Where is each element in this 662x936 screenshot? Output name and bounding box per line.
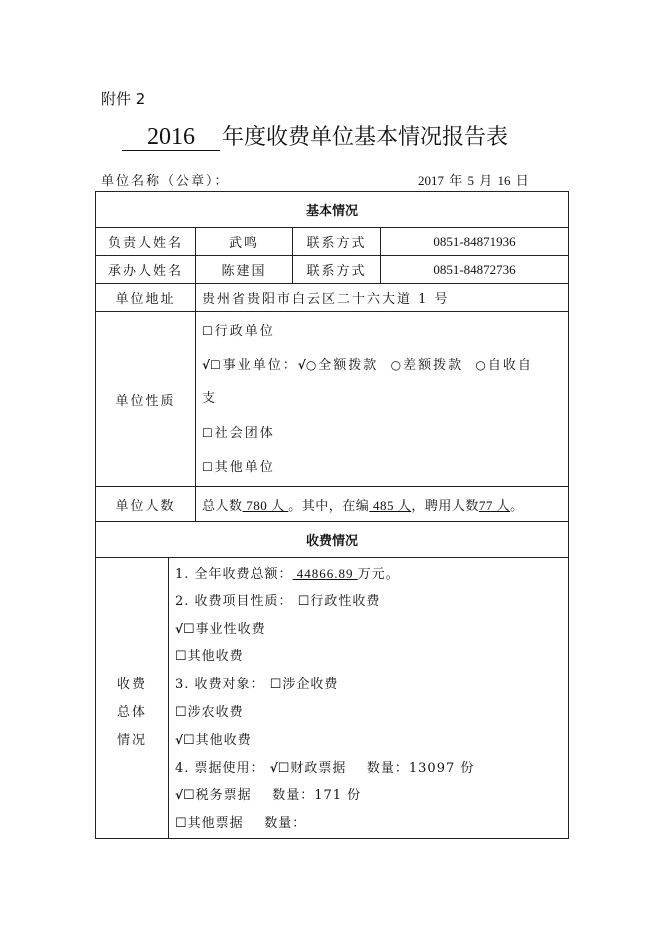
date-year: 2017	[418, 173, 444, 188]
staff-value	[196, 487, 569, 522]
handler-name: 陈建国	[196, 256, 293, 284]
fee-line-agri[interactable]	[169, 699, 568, 727]
table-row-staff	[96, 487, 569, 522]
radio-icon[interactable]: ○	[305, 358, 319, 372]
unit-name-label: 单位名称（公章）：	[101, 174, 230, 189]
handler-label: 承办人姓名	[96, 256, 196, 284]
checkmark-icon: √	[175, 788, 184, 803]
receipts-fiscal-qty: 数量：13097 份	[366, 760, 475, 776]
fees-side-label	[96, 558, 169, 839]
responsible-contact-label: 联系方式	[293, 228, 381, 256]
date-month: 5	[467, 173, 475, 188]
nature-social-label: 社会团体	[214, 426, 275, 441]
report-form-table	[95, 191, 569, 839]
fee-total-unit: 万元。	[357, 567, 400, 582]
table-row-nature	[96, 312, 569, 487]
fee-nature-label: 2. 收费项目性质：	[175, 593, 293, 609]
fee-total-label: 1. 全年收费总额：	[175, 567, 293, 582]
funding-full-label: 全额拨款	[318, 358, 379, 373]
staff-established: 485 人	[369, 497, 412, 513]
table-row-responsible	[96, 228, 569, 256]
receipts-other-qty: 数量：	[264, 816, 307, 832]
date-year-unit: 年	[449, 173, 463, 188]
checkmark-icon: √	[202, 358, 211, 372]
staff-total: 780 人	[242, 497, 289, 513]
staff-text-end: 。	[510, 498, 524, 514]
fees-side-label-1: 收费	[116, 676, 147, 692]
receipts-tax-checkbox[interactable]: ☐税务票据	[183, 788, 252, 804]
fee-line-other-nature[interactable]	[169, 643, 568, 671]
table-row-fees	[96, 558, 569, 839]
nature-option-public-wrap: 支	[202, 391, 218, 406]
receipts-label: 4. 票据使用：	[175, 760, 265, 776]
fees-detail	[169, 558, 569, 839]
nature-option-admin[interactable]	[202, 314, 568, 348]
checkbox-icon[interactable]: ☐	[210, 358, 223, 372]
staff-label: 单位人数	[96, 487, 196, 522]
fee-target-agri-checkbox[interactable]: ☐涉农收费	[175, 704, 244, 720]
fees-section-header	[96, 522, 569, 558]
receipts-tax-qty: 数量：171 份	[272, 788, 362, 804]
fee-target-label: 3. 收费对象：	[175, 677, 265, 693]
nature-admin-label: 行政单位	[214, 324, 275, 339]
checkbox-icon[interactable]: ☐	[202, 324, 215, 338]
responsible-name: 武鸣	[196, 228, 293, 256]
nature-options	[196, 312, 569, 487]
staff-text-1: 。其中，在编	[288, 498, 370, 514]
receipts-fiscal-checkbox[interactable]: ☐财政票据	[277, 760, 347, 776]
title-text: 年度收费单位基本情况报告表	[222, 125, 509, 150]
date-day: 16	[497, 173, 511, 188]
fee-nature-public-checkbox[interactable]: ☐事业性收费	[183, 621, 266, 637]
checkmark-icon: √	[175, 732, 184, 747]
staff-text-2: ，聘用人数	[411, 498, 479, 514]
title-year: 2016	[122, 124, 220, 151]
checkmark-icon: √	[269, 760, 278, 775]
page-title	[122, 120, 508, 151]
checkmark-icon: √	[175, 621, 184, 636]
fee-line-public[interactable]	[169, 616, 568, 644]
fee-line-total	[169, 560, 568, 588]
nature-public-label: 事业单位：	[222, 358, 298, 373]
fee-nature-admin-checkbox[interactable]: ☐行政性收费	[297, 593, 381, 609]
fee-target-other-checkbox[interactable]: ☐其他收费	[183, 732, 252, 748]
fee-line-nature	[169, 588, 568, 616]
fee-total-amount: 44866.89	[292, 566, 358, 581]
basic-section-title: 基本情况	[96, 192, 569, 228]
attachment-label: 附件 2	[101, 90, 146, 108]
funding-diff-label: 差额拨款	[403, 358, 464, 373]
checkbox-icon[interactable]: ☐	[202, 460, 215, 474]
fee-nature-other-checkbox[interactable]: ☐其他收费	[175, 649, 244, 665]
checkmark-icon: √	[297, 358, 306, 372]
responsible-label: 负责人姓名	[96, 228, 196, 256]
basic-section-header	[96, 192, 569, 228]
report-date	[418, 170, 531, 189]
fee-line-receipts	[169, 755, 568, 783]
fee-target-enterprise-checkbox[interactable]: ☐涉企收费	[269, 677, 339, 693]
staff-hired: 77 人	[478, 497, 511, 513]
date-month-unit: 月	[479, 173, 493, 188]
staff-total-prefix: 总人数	[202, 498, 243, 514]
fee-line-target	[169, 671, 568, 699]
funding-self-label: 自收自	[487, 358, 533, 373]
table-row-address	[96, 284, 569, 312]
radio-icon[interactable]: ○	[475, 358, 488, 372]
receipts-other-checkbox[interactable]: ☐其他票据	[175, 816, 244, 832]
nature-option-public[interactable]	[202, 348, 568, 382]
fees-section-title: 收费情况	[96, 522, 569, 558]
radio-icon[interactable]: ○	[390, 358, 404, 372]
date-day-unit: 日	[515, 173, 529, 188]
nature-other-label: 其他单位	[214, 460, 275, 475]
responsible-phone: 0851-84871936	[381, 228, 569, 256]
fee-line-other-target[interactable]	[169, 727, 568, 755]
nature-option-social[interactable]	[202, 416, 568, 450]
fee-line-tax-receipts	[169, 782, 568, 810]
handler-contact-label: 联系方式	[293, 256, 381, 284]
fee-line-other-receipts	[169, 810, 568, 838]
nature-label: 单位性质	[96, 312, 196, 487]
fees-side-label-3: 情况	[116, 732, 147, 748]
address-label: 单位地址	[96, 284, 196, 312]
nature-option-other[interactable]	[202, 450, 568, 484]
checkbox-icon[interactable]: ☐	[202, 426, 215, 440]
handler-phone: 0851-84872736	[381, 256, 569, 284]
address-value: 贵州省贵阳市白云区二十六大道 1 号	[196, 284, 569, 312]
table-row-handler	[96, 256, 569, 284]
fees-side-label-2: 总体	[116, 704, 147, 720]
